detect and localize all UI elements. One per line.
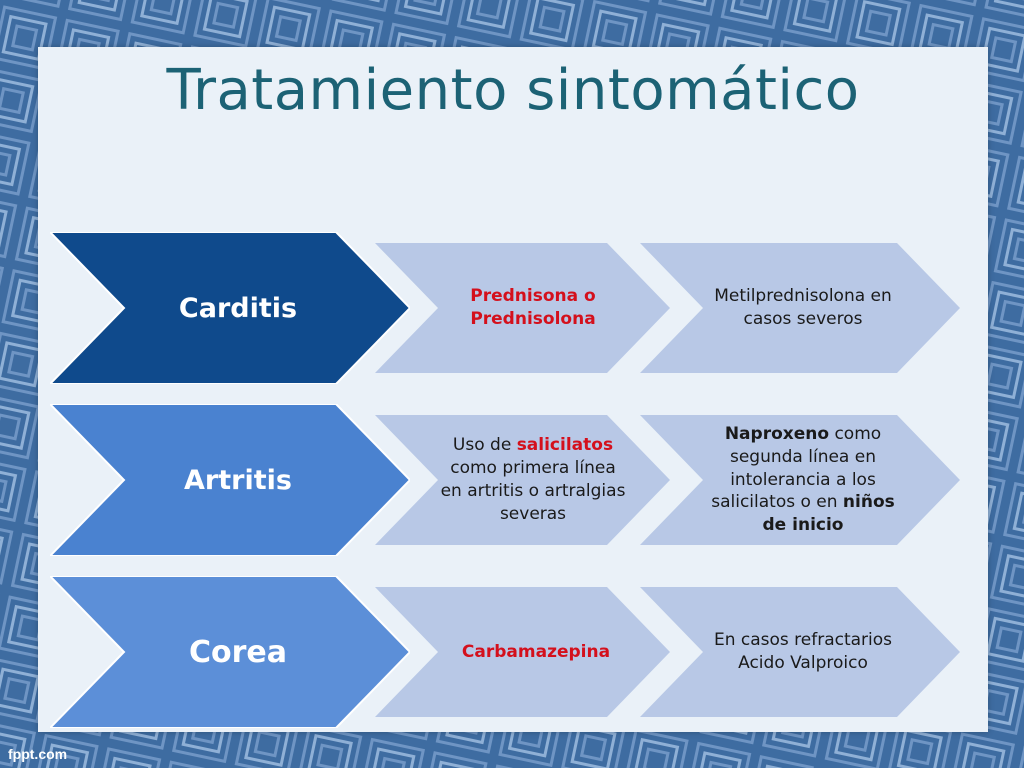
watermark: fppt.com — [8, 746, 68, 762]
slide-title: Tratamiento sintomático — [166, 58, 860, 123]
drug-highlight: Carbamazepina — [461, 641, 611, 662]
row-heading-artritis: Artritis — [184, 464, 292, 496]
emphasis-bold: niños de inicio — [762, 492, 895, 536]
artritis-second-line: Naproxeno como segunda línea en intolerancia a los salicilatos o en niños de inicio — [711, 423, 895, 536]
drug-highlight: salicilatos — [516, 435, 614, 456]
corea-first-line — [438, 587, 634, 717]
carditis-first-line — [438, 243, 628, 373]
carditis-second-line: Metilprednisolona en casos severos — [714, 286, 892, 329]
drug-bold: Naproxeno — [724, 423, 830, 444]
row-heading-corea: Corea — [188, 634, 287, 670]
artritis-first-line: Uso de salicilatos como primera línea en artritis o artralgias severas — [440, 435, 626, 524]
corea-second-line: En casos refractarios Acido Valproico — [713, 630, 893, 673]
row-heading-carditis: Carditis — [178, 292, 298, 324]
drug-highlight: Prednisona o Prednisolona — [470, 286, 596, 329]
